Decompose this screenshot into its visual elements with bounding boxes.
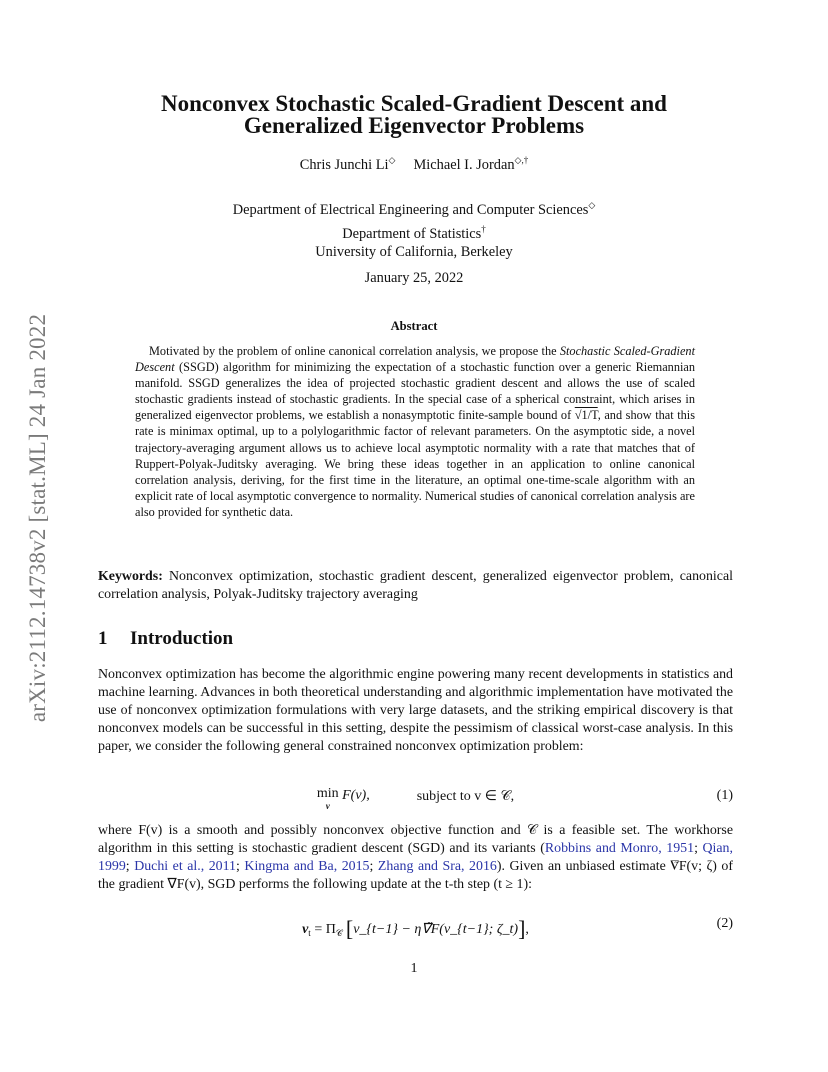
abstract-text-3: , and show that this rate is minimax optimal, up to a polylogarithmic factor of relevant parameters. On the asymptotic side, a novel trajectory-averaging argument allows us to achieve local asymptotic normality with a rate that matches that of Ruppert-Polyak-Juditsky averaging. We bring these ideas together in an application to online canonical correlation analysis, deriving, for the first time in the literature, an optimal one-time-scale algorithm with an explicit rate of local asymptotic convergence to normality. Numerical studies of canonical correlation analysis are also provided for synthetic data.: [135, 408, 696, 519]
affiliation-1: Department of Electrical Engineering and Computer Sciences: [232, 202, 589, 218]
eq1-expr: F(v),: [342, 788, 370, 803]
intro-p2-text-1: where F(v) is a smooth and possibly nonconvex objective function and 𝒞 is a feasible set. The workhorse algorithm in this setting is stochastic gradient descent (SGD) and its variants (: [98, 823, 733, 857]
paper-title: [98, 93, 730, 137]
section-heading: [98, 628, 233, 650]
author-2: Michael I. Jordan: [413, 157, 515, 173]
eq1-tag: (1): [716, 788, 733, 803]
keywords-text: Nonconvex optimization, stochastic gradient descent, generalized eigenvector problem, canonical correlation analysis, Polyak-Juditsky trajectory averaging: [98, 569, 733, 602]
equation-1: [98, 788, 733, 814]
keywords-label: Keywords:: [98, 569, 163, 584]
abstract-heading: Abstract: [390, 319, 438, 333]
citation-duchi[interactable]: Duchi et al., 2011: [134, 859, 236, 875]
abstract-rate: √1/T: [574, 408, 598, 423]
intro-paragraph-2: where F(v) is a smooth and possibly nonconvex objective function and 𝒞 is a feasible set. The workhorse algorithm in this setting is stochastic gradient descent (SGD) and its variants (Robbins and Monro, 1951; Qian, 1999; Duchi et al., 2011; Kingma and Ba, 2015; Zhang and Sra, 2016). Given an unbiased estimate ∇̃F(v; ζ) of the gradient ∇F(v), SGD performs the following update at the t-th step (t ≥ 1):: [98, 823, 734, 893]
citation-robbins-monro[interactable]: Robbins and Monro, 1951: [544, 841, 695, 857]
keywords: [98, 568, 733, 604]
author-1: Chris Junchi Li: [299, 157, 389, 173]
section-number: 1: [98, 628, 108, 649]
eq2-pi-sub: 𝒞: [335, 928, 343, 938]
intro-p2-text-2: ). Given an unbiased estimate ∇̃F(v; ζ) of the gradient ∇F(v), SGD performs the following update at the t-th step (t ≥ 1):: [98, 859, 734, 893]
abstract-body: [135, 343, 695, 520]
citation-qian[interactable]: Qian, 1999: [98, 841, 733, 875]
title-line-2: Generalized Eigenvector Problems: [243, 113, 585, 138]
eq2-lhs: v: [302, 922, 309, 937]
author-1-mark: ◇: [388, 155, 396, 165]
abstract-text-2: (SSGD) algorithm for minimizing the expectation of a stochastic function over a generic Riemannian manifold. SSGD generalizes the idea of projected stochastic gradient descent and allows the use of scaled stochastic gradients instead of stochastic gradients. In the special case of a spherical constraint, which arises in generalized eigenvector problems, we establish a nonasymptotic finite-sample bound of: [135, 360, 695, 423]
author-2-mark: ◇,†: [514, 155, 529, 165]
title-line-1: Nonconvex Stochastic Scaled-Gradient Descent and: [161, 91, 667, 116]
eq2-tail: ,: [525, 922, 529, 937]
citation-kingma-ba[interactable]: Kingma and Ba, 2015: [244, 859, 370, 875]
section-title: Introduction: [130, 628, 234, 649]
arxiv-stamp: [20, 288, 56, 748]
citation-zhang-sra[interactable]: Zhang and Sra, 2016: [377, 859, 497, 875]
page-number: 1: [410, 961, 418, 976]
arxiv-stamp-text: arXiv:2112.14738v2 [stat.ML] 24 Jan 2022: [25, 313, 50, 723]
paper-date: January 25, 2022: [364, 270, 464, 286]
eq2-close-bracket: ]: [518, 916, 526, 941]
abstract-emphasis: Stochastic Scaled-Gradient Descent: [135, 344, 695, 375]
equation-2: [98, 916, 733, 942]
eq2-equals: = Π: [310, 922, 336, 937]
affiliation-3: University of California, Berkeley: [315, 244, 513, 260]
eq2-tag: (2): [716, 916, 733, 931]
affiliation-1-mark: ◇: [588, 200, 596, 210]
abstract-text-1: Motivated by the problem of online canonical correlation analysis, we propose the: [149, 344, 560, 358]
eq1-min-sub: v: [325, 801, 330, 811]
intro-paragraph-1: Nonconvex optimization has become the algorithmic engine powering many recent developments in statistics and machine learning. Advances in both theoretical understanding and algorithmic implementation have motivated the use of nonconvex optimization formulations with very large datasets, and the striking empirical discovery is that nonconvex models can be successful in this setting, despite the pessimism of classical worst-case analysis. In this paper, we consider the following general constrained nonconvex optimization problem:: [98, 667, 733, 755]
eq1-constraint: subject to v ∈ 𝒞,: [416, 789, 515, 804]
author-list: [98, 155, 730, 174]
affiliations: [98, 196, 730, 262]
affiliation-2-mark: †: [481, 223, 486, 234]
eq2-open-bracket: [: [345, 916, 354, 941]
affiliation-2: Department of Statistics: [342, 225, 482, 242]
eq2-lhs-sub: t: [308, 928, 311, 938]
eq2-inner: v_{t−1} − η∇̃F(v_{t−1}; ζ_t): [353, 922, 519, 937]
eq1-min: min: [316, 786, 339, 801]
